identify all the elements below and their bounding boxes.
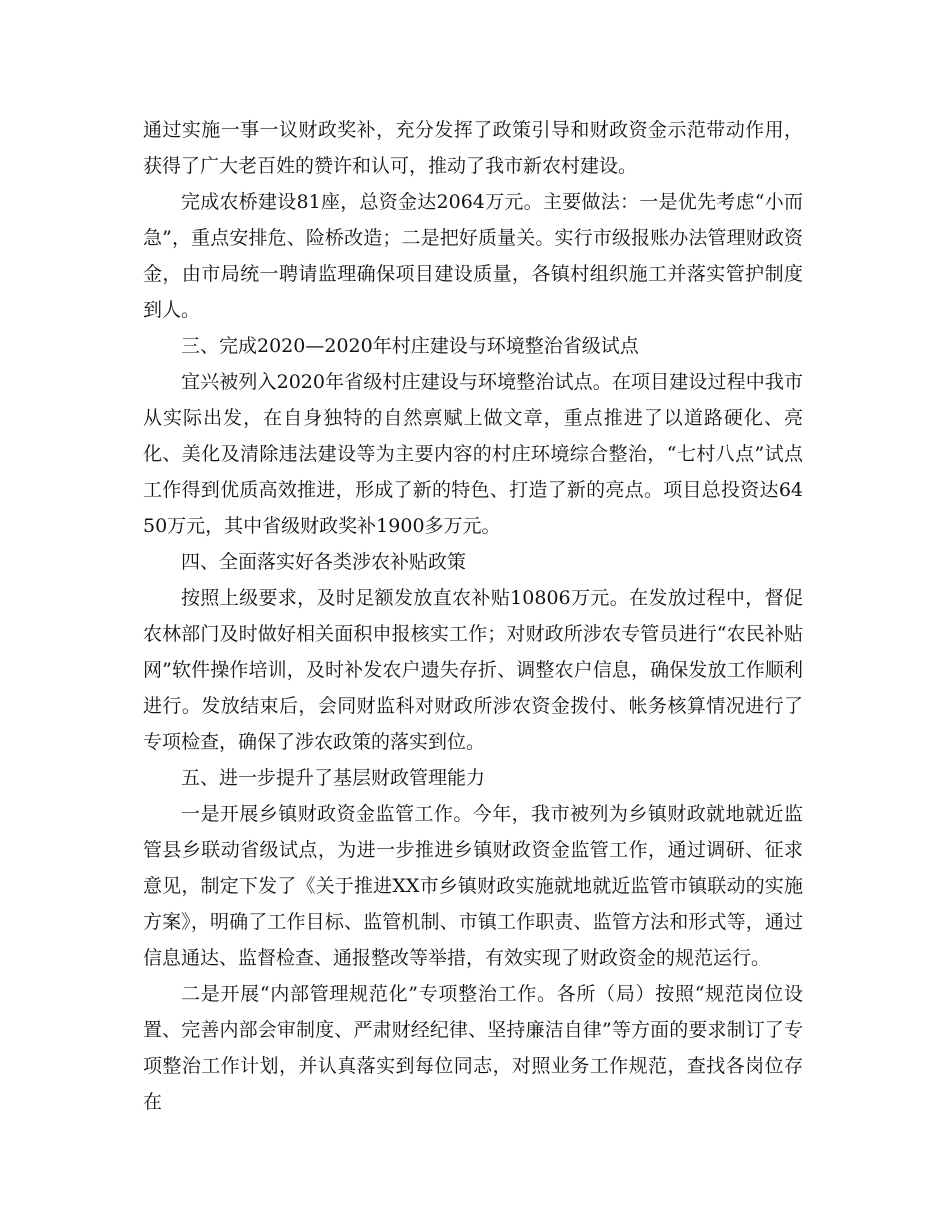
paragraph-subsidies: 按照上级要求，及时足额发放直农补贴10806万元。在发放过程中，督促农林部门及时做好相关面积申报核实工作；对财政所涉农专管员进行“农民补贴网”软件操作培训，及时补发农户遗失存折、调整农户信息，确保发放工作顺利进行。发放结束后，会同财监科对财政所涉农资金拨付、帐务核算情况进行了专项检查，确保了涉农政策的落实到位。 <box>143 587 803 753</box>
paragraph-continuation: 通过实施一事一议财政奖补，充分发挥了政策引导和财政资金示范带动作用，获得了广大老百姓的赞许和认可，推动了我市新农村建设。 <box>143 119 803 177</box>
section-heading-5: 五、进一步提升了基层财政管理能力 <box>181 767 486 789</box>
paragraph-bridges: 完成农桥建设81座，总资金达2064万元。主要做法：一是优先考虑“小而急”，重点安排危、险桥改造；二是把好质量关。实行市级报账办法管理财政资金，由市局统一聘请监理确保项目建设质量，各镇村组织施工并落实管护制度到人。 <box>143 191 803 321</box>
section-heading-3: 三、完成2020—2020年村庄建设与环境整治省级试点 <box>181 335 639 357</box>
paragraph-internal-management: 二是开展“内部管理规范化”专项整治工作。各所（局）按照“规范岗位设置、完善内部会审制度、严肃财经纪律、坚持廉洁自律”等方面的要求制订了专项整治工作计划，并认真落实到每位同志，对照业务工作规范，查找各岗位存在 <box>143 983 803 1113</box>
section-heading-4: 四、全面落实好各类涉农补贴政策 <box>181 551 467 573</box>
paragraph-village-pilot: 宜兴被列入2020年省级村庄建设与环境整治试点。在项目建设过程中我市从实际出发，在自身独特的自然禀赋上做文章，重点推进了以道路硬化、亮化、美化及清除违法建设等为主要内容的村庄环境综合整治，“七村八点”试点工作得到优质高效推进，形成了新的特色、打造了新的亮点。项目总投资达6450万元，其中省级财政奖补1900多万元。 <box>143 371 803 537</box>
document-page <box>143 112 803 1120</box>
paragraph-fund-supervision: 一是开展乡镇财政资金监管工作。今年，我市被列为乡镇财政就地就近监管县乡联动省级试点，为进一步推进乡镇财政资金监管工作，通过调研、征求意见，制定下发了《关于推进XX市乡镇财政实施就地就近监管市镇联动的实施方案》，明确了工作目标、监管机制、市镇工作职责、监管方法和形式等，通过信息通达、监督检查、通报整改等举措，有效实现了财政资金的规范运行。 <box>143 803 803 969</box>
